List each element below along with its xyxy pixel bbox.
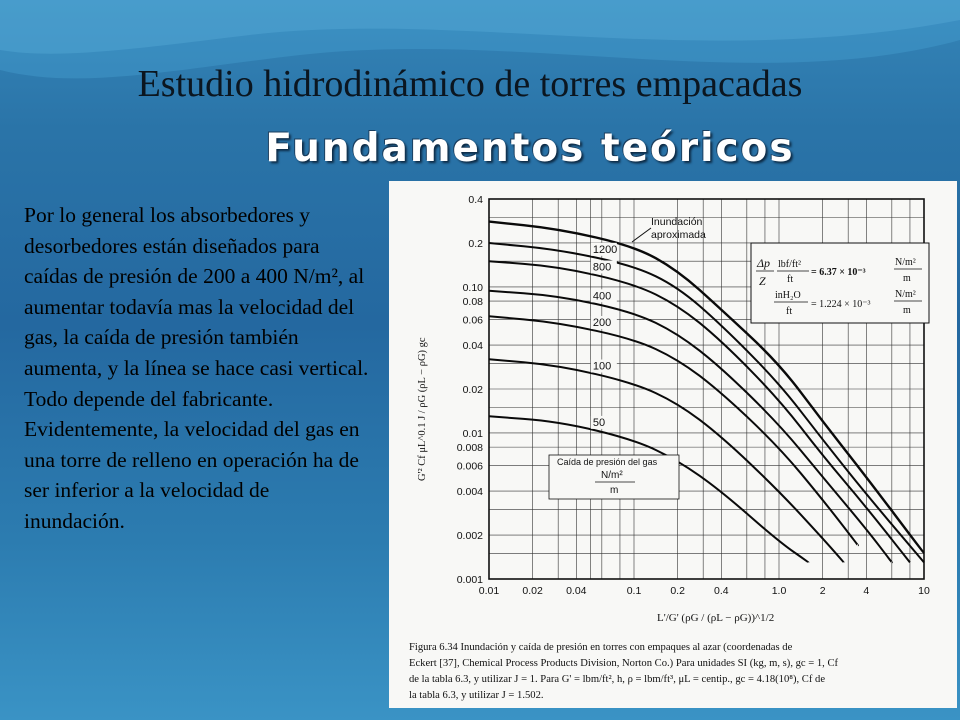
- y-tick-label: 0.06: [462, 314, 483, 327]
- x-tick-label: 4: [863, 585, 870, 597]
- y-tick-label: 0.006: [456, 460, 483, 473]
- y-tick-label: 0.2: [468, 237, 483, 250]
- y-tick-label: 0.08: [462, 296, 483, 309]
- box-si-den-2: m: [903, 305, 911, 316]
- slide-subtitle: Fundamentos teóricos: [265, 126, 795, 171]
- y-tick-label: 0.002: [456, 530, 483, 543]
- x-tick-label: 0.4: [713, 585, 729, 597]
- caption-line-1: Figura 6.34 Inundación y caída de presión en torres con empaques al azar (coordenadas de: [409, 642, 793, 653]
- y-tick-label: 0.02: [462, 384, 483, 396]
- x-tick-label: 2: [819, 585, 826, 597]
- box-unit2-num: inH₂O: [775, 290, 801, 301]
- conversion-box: [751, 243, 929, 323]
- y-tick-label: 0.4: [468, 194, 483, 206]
- caida-unit-num: N/m²: [601, 470, 623, 481]
- x-tick-label: 0.2: [670, 585, 685, 597]
- box-dp: Δp: [757, 256, 771, 270]
- paragraph-2: Evidentemente, la velocidad del gas en una torre de relleno en operación ha de ser inferior a la velocidad de inundación.: [24, 417, 360, 533]
- box-si-num-1: N/m²: [895, 257, 916, 268]
- eckert-figure: [389, 181, 957, 708]
- box-si-den-1: m: [903, 273, 911, 284]
- x-tick-label: 0.01: [478, 585, 500, 597]
- x-tick-label: 0.02: [522, 585, 543, 597]
- series-label: 100: [592, 360, 612, 373]
- pressure-drop-box: [549, 455, 679, 499]
- flooding-label-1: Inundación: [651, 216, 703, 228]
- y-axis-label: G'² Cf μL^0.1 J / ρG (ρL − ρG) gc: [417, 337, 428, 481]
- box-z: Z: [759, 274, 766, 288]
- box-factor1: = 6.37 × 10⁻³: [811, 267, 866, 278]
- series-label: 800: [592, 261, 612, 274]
- x-tick-label: 1.0: [771, 585, 787, 597]
- y-tick-label: 0.10: [462, 281, 483, 294]
- caption-line-4: la tabla 6.3, y utilizar J = 1.502.: [409, 690, 544, 701]
- caption-line-3: de la tabla 6.3, y utilizar J = 1. Para G' = lbm/ft², h, ρ = lbm/ft³, μL = centip., gc = 4.18(10⁸), Cf de: [409, 674, 826, 685]
- caida-unit-den: m: [610, 485, 619, 496]
- y-tick-label: 0.01: [462, 427, 483, 440]
- box-unit1-num: lbf/ft²: [778, 259, 801, 270]
- y-tick-label: 0.004: [456, 486, 483, 499]
- x-tick-label: 10: [918, 585, 930, 597]
- x-axis-label-group: [657, 612, 774, 624]
- box-si-num-2: N/m²: [895, 289, 916, 300]
- flooding-label-2: aproximada: [651, 229, 706, 241]
- paragraph-1: Por lo general los absorbedores y desorbedores están diseñados para caídas de presión de 200 a 400 N/m², al aumentar todavía mas la velocidad del gas, la caída de presión también aumenta, y la línea se hace casi vertical. Todo depende del fabricante.: [24, 203, 369, 411]
- x-tick-label: 0.1: [626, 585, 642, 597]
- box-unit2-den: ft: [786, 306, 793, 317]
- y-tick-label: 0.04: [462, 340, 483, 353]
- series-label: 400: [592, 290, 612, 303]
- slide-title: Estudio hidrodinámico de torres empacadas: [137, 63, 803, 105]
- box-unit1-den: ft: [787, 274, 794, 285]
- caption-line-2: Eckert [37], Chemical Process Products Division, Norton Co.) Para unidades SI (kg, m, s), gc = 1, Cf: [409, 658, 839, 669]
- x-tick-label: 0.04: [566, 585, 587, 597]
- body-text: [24, 200, 372, 537]
- caida-label: Caída de presión del gas: [557, 457, 658, 467]
- x-axis-label: L'/G' (ρG / (ρL − ρG))^1/2: [657, 612, 775, 624]
- series-label: 50: [592, 416, 606, 429]
- eckert-chart: [389, 181, 957, 708]
- series-label: 200: [592, 317, 612, 330]
- y-tick-label: 0.008: [456, 442, 483, 455]
- box-factor2: = 1.224 × 10⁻³: [811, 299, 871, 310]
- y-tick-label: 0.001: [456, 574, 483, 586]
- series-label: 1200: [592, 243, 618, 256]
